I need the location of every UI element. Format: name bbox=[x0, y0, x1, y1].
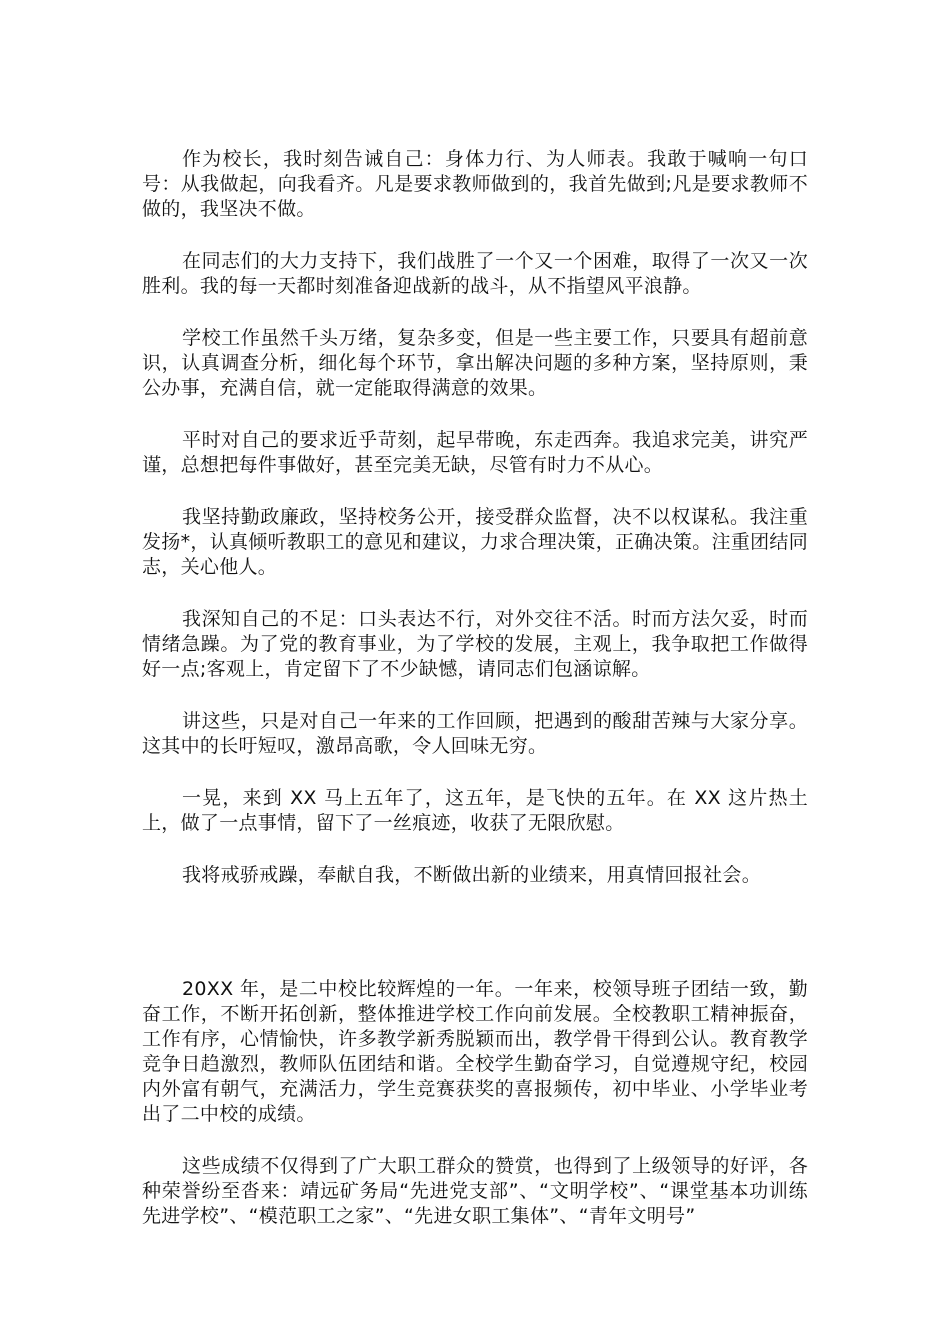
paragraph: 我坚持勤政廉政，坚持校务公开，接受群众监督，决不以权谋私。我注重发扬*，认真倾听教职工的意见和建议，力求合理决策，正确决策。注重团结同志，关心他人。 bbox=[142, 506, 809, 578]
paragraph: 20XX 年，是二中校比较辉煌的一年。一年来，校领导班子团结一致，勤奋工作，不断开拓创新，整体推进学校工作向前发展。全校教职工精神振奋，工作有序，心情愉快，许多教学新秀脱颖而出，教学骨干得到公认。教育教学竞争日趋激烈，教师队伍团结和谐。全校学生勤奋学习，自觉遵规守纪，校园内外富有朝气，充满活力，学生竞赛获奖的喜报频传，初中毕业、小学毕业考出了二中校的成绩。 bbox=[142, 978, 808, 1125]
paragraph: 平时对自己的要求近乎苛刻，起早带晚，东走西奔。我追求完美，讲究严谨，总想把每件事做好，甚至完美无缺，尽管有时力不从心。 bbox=[142, 429, 808, 476]
paragraph: 在同志们的大力支持下，我们战胜了一个又一个困难，取得了一次又一次胜利。我的每一天都时刻准备迎战新的战斗，从不指望风平浪静。 bbox=[142, 250, 808, 297]
paragraph: 我将戒骄戒躁，奉献自我，不断做出新的业绩来，用真情回报社会。 bbox=[182, 864, 762, 886]
paragraph: 作为校长，我时刻告诫自己：身体力行、为人师表。我敢于喊响一句口号：从我做起，向我看齐。凡是要求教师做到的，我首先做到;凡是要求教师不做的，我坚决不做。 bbox=[142, 148, 808, 220]
paragraph: 我深知自己的不足：口头表达不行，对外交往不活。时而方法欠妥，时而情绪急躁。为了党的教育事业，为了学校的发展，主观上，我争取把工作做得好一点;客观上，肯定留下了不少缺憾，请同志们包涵谅解。 bbox=[142, 608, 808, 680]
paragraph: 学校工作虽然千头万绪，复杂多变，但是一些主要工作，只要具有超前意识，认真调查分析，细化每个环节，拿出解决问题的多种方案，坚持原则，秉公办事，充满自信，就一定能取得满意的效果。 bbox=[142, 327, 808, 399]
paragraph: 这些成绩不仅得到了广大职工群众的赞赏，也得到了上级领导的好评，各种荣誉纷至沓来：靖远矿务局“先进党支部”、“文明学校”、“课堂基本功训练先进学校”、“模范职工之家”、“先进女职工集体”、“青年文明号” bbox=[142, 1155, 808, 1227]
paragraph: 一晃，来到 XX 马上五年了，这五年，是飞快的五年。在 XX 这片热土上，做了一点事情，留下了一丝痕迹，收获了无限欣慰。 bbox=[142, 787, 808, 834]
paragraph: 讲这些，只是对自己一年来的工作回顾，把遇到的酸甜苦辣与大家分享。这其中的长吁短叹，激昂高歌，令人回味无穷。 bbox=[142, 710, 808, 757]
document-page bbox=[142, 147, 808, 1256]
section-break bbox=[142, 915, 808, 977]
